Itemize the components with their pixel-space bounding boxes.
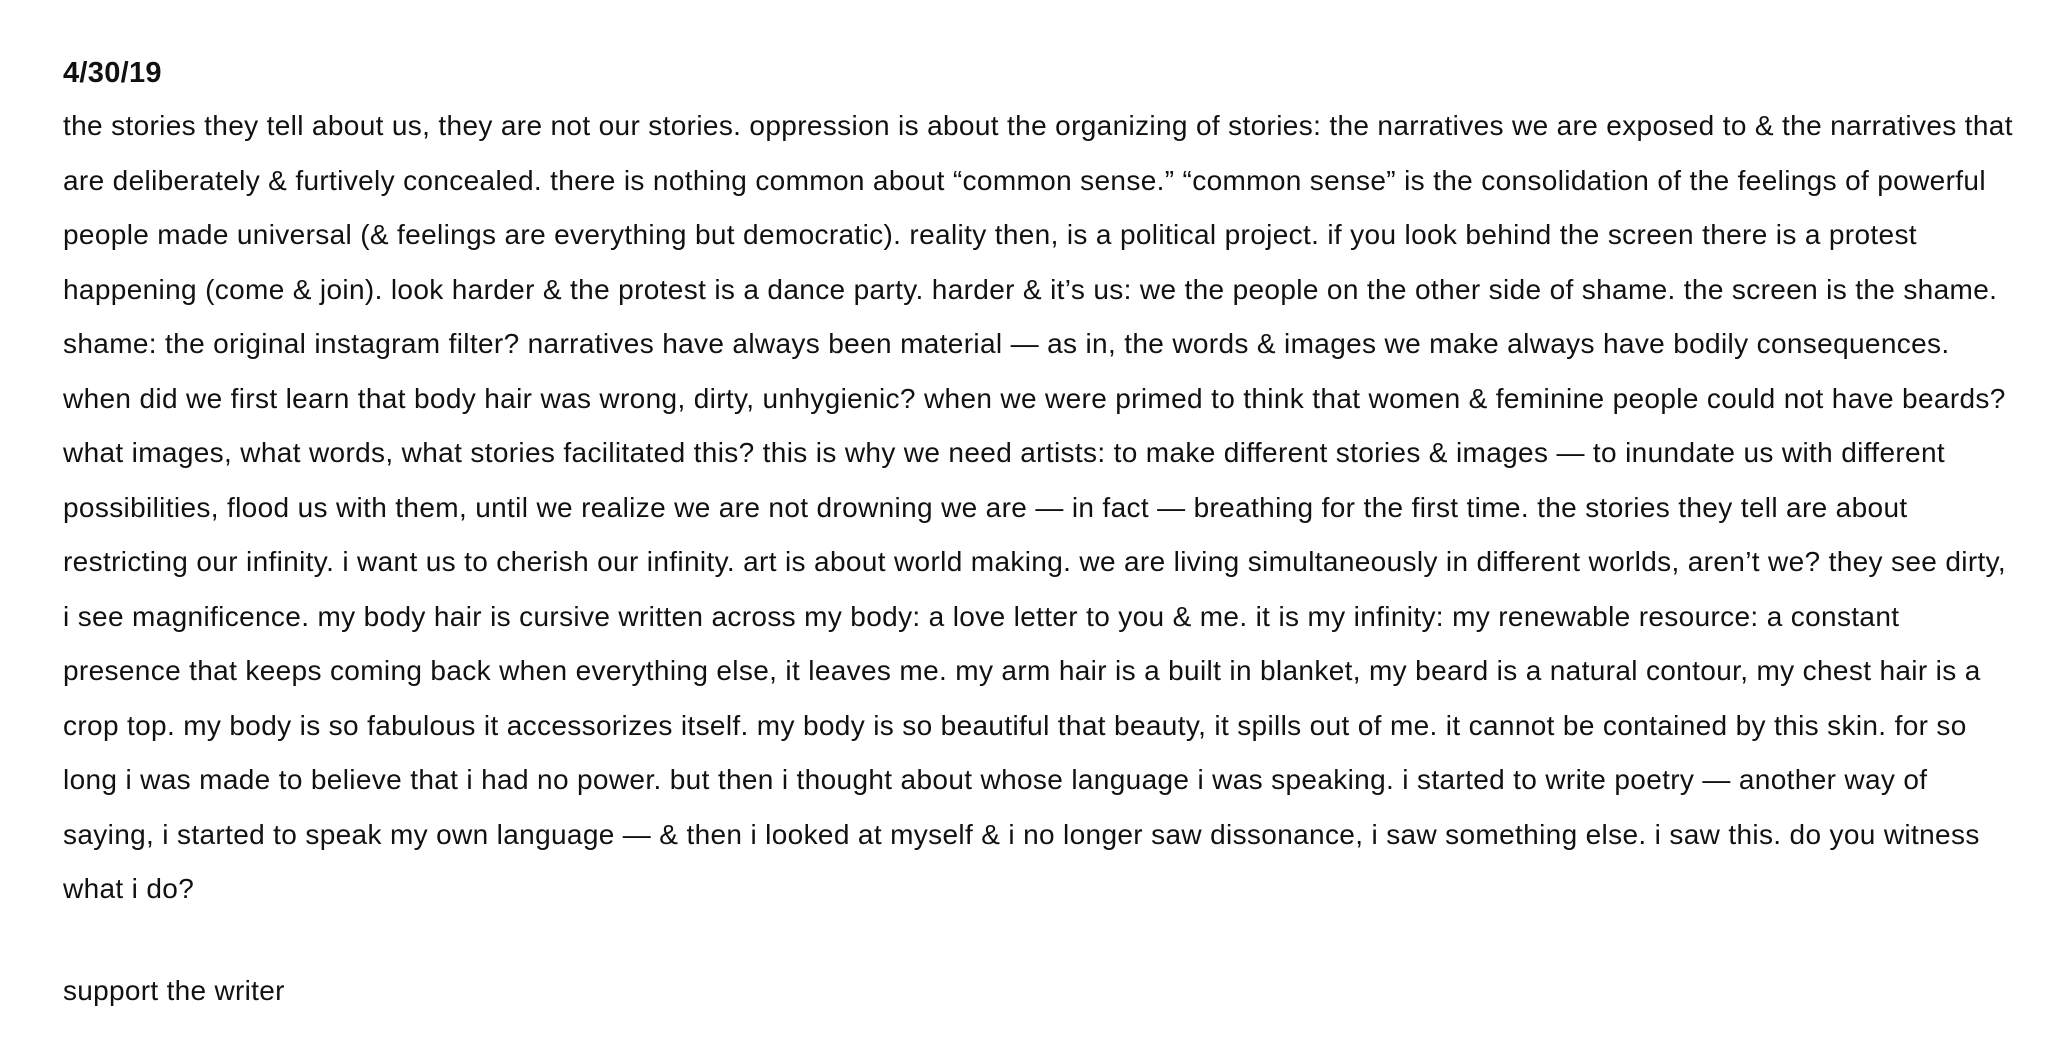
support-writer-link[interactable]: support the writer [63, 974, 285, 1006]
post-body: the stories they tell about us, they are not our stories. oppression is about the organizing of stories: the narratives we are exposed to & the narratives that are deliberately & furtively concealed. there is nothing common about “common sense.” “common sense” is the consolidation of the feelings of powerful people made universal (& feelings are everything but democratic). reality then, is a political project. if you look behind the screen there is a protest happening (come & join). look harder & the protest is a dance party. harder & it’s us: we the people on the other side of shame. the screen is the shame. shame: the original instagram filter? narratives have always been material — as in, the words & images we make always have bodily consequences. when did we first learn that body hair was wrong, dirty, unhygienic? when we were primed to think that women & feminine people could not have beards? what images, what words, what stories facilitated this? this is why we need artists: to make different stories & images — to inundate us with different possibilities, flood us with them, until we realize we are not drowning we are — in fact — breathing for the first time. the stories they tell are about restricting our infinity. i want us to cherish our infinity. art is about world making. we are living simultaneously in different worlds, aren’t we? they see dirty, i see magnificence. my body hair is cursive written across my body: a love letter to you & me. it is my infinity: my renewable resource: a constant presence that keeps coming back when everything else, it leaves me. my arm hair is a built in blanket, my beard is a natural contour, my chest hair is a crop top. my body is so fabulous it accessorizes itself. my body is so beautiful that beauty, it spills out of me. it cannot be contained by this skin. for so long i was made to believe that i had no power. but then i thought about whose language i was speaking. i started to write poetry — another way of saying, i started to speak my own language — & then i looked at myself & i no longer saw dissonance, i saw something else. i saw this. do you witness what i do? [63, 110, 2013, 904]
post [63, 52, 2018, 1012]
post-date: 4/30/19 [63, 57, 162, 89]
